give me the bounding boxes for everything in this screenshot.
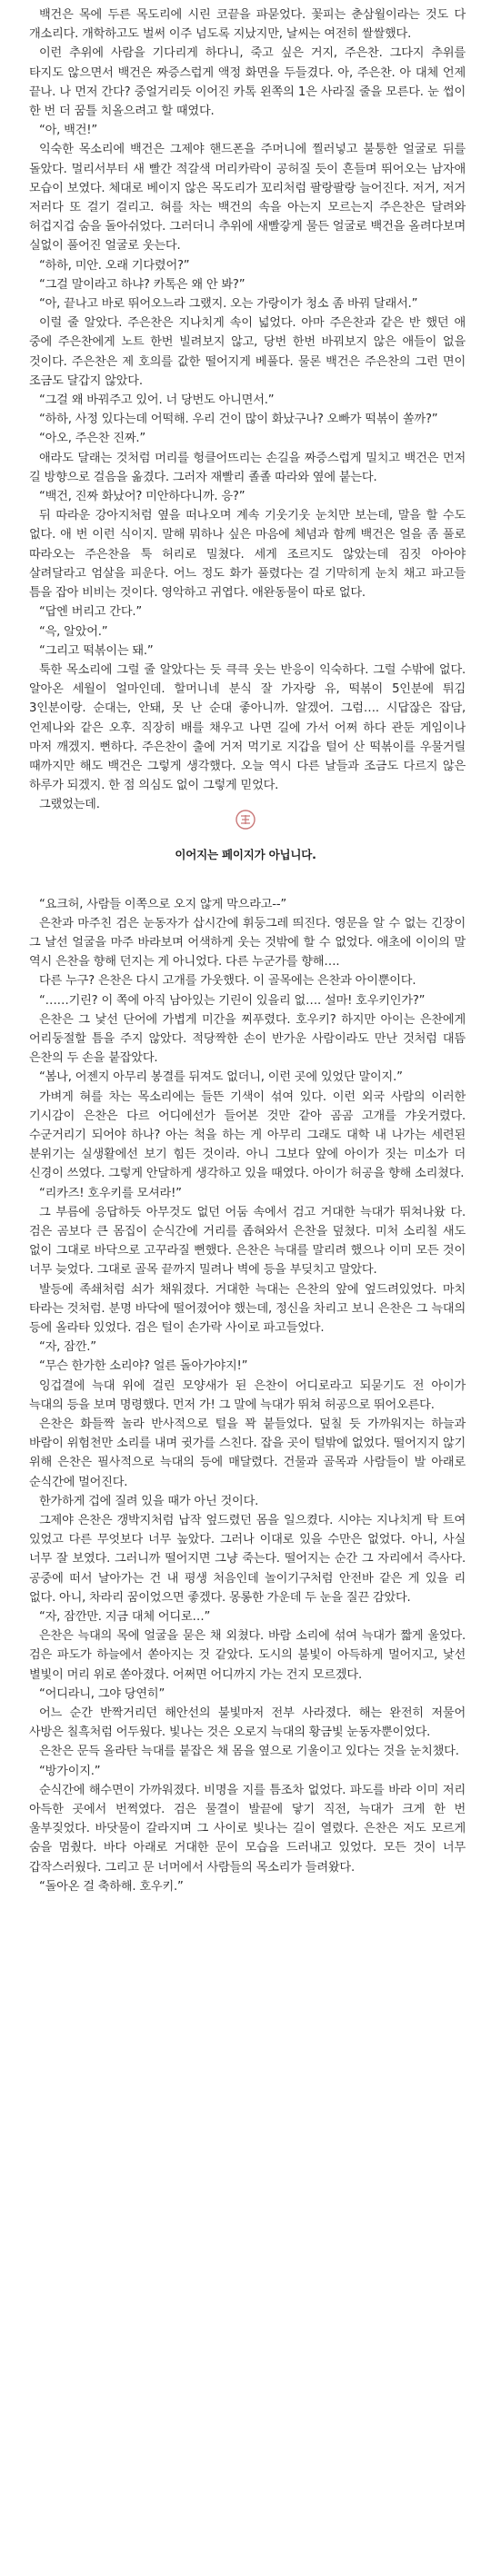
narration-paragraph: 어느 순간 반짝거리던 해안선의 불빛마저 전부 사라졌다. 해는 완전히 저물어 사방은 칠흑처럼 어두웠다. 빛나는 것은 오로지 늑대의 황금빛 눈동자뿐이었다. — [29, 1706, 466, 1740]
narration-paragraph: 한가하게 겁에 질려 있을 때가 아닌 것이다. — [39, 1494, 259, 1508]
dialogue-paragraph: “어디라니, 그야 당연히” — [39, 1686, 165, 1701]
dialogue-paragraph: “무슨 한가한 소리야? 얼른 돌아가야지!” — [39, 1359, 248, 1374]
narration-paragraph: 익숙한 목소리에 백건은 그제야 핸드폰을 주머니에 찔러넣고 불퉁한 얼굴로 뒤를 돌았다. 멀리서부터 새 빨간 적갈색 머리카락이 공허질 듯이 흔들며 뛰어오는 남자애 모습이 보였다. 체대로 베이지 않은 목도리가 꼬리처럼 팔랑팔랑 늘어진다. 저거, 저거 저러다 또 걸기 걸리고. 혀를 차는 백건의 속을 아는지 모르는지 주은찬은 달려와 허겁지겁 숨을 돌아쉬었다. 그러더니 추위에 새빨갛게 물든 얼굴로 백건을 올려다보며 실없이 풀어진 얼굴로 웃는다. — [29, 143, 466, 254]
dialogue-paragraph: “윽, 알았어.” — [39, 624, 108, 639]
red-seal-stamp-icon — [234, 808, 257, 831]
narration-paragraph: 은찬은 그 낯선 단어에 가볍게 미간을 찌푸렸다. 호우키? 하지만 아이는 은찬에게 어리둥절할 틈을 주지 않았다. 적당짝한 손이 반가운 사람이라도 만난 것처럼 대뜸 은찬의 두 손을 붙잡았다. — [29, 1012, 466, 1066]
story-part-two — [0, 895, 491, 1897]
dialogue-paragraph: “아, 백건!” — [39, 124, 97, 138]
page-break-notice: 이어지는 페이지가 아닙니다. — [175, 847, 316, 861]
narration-paragraph: 은찬과 마주친 검은 눈동자가 삽시간에 휘둥그레 띄진다. 영문을 알 수 없는 긴장이 그 날선 얼굴을 마주 바라보며 어색하게 웃는 것밖에 할 수 없었다. 애초에 이이의 말 역시 은찬을 향해 던지는 게 아니었다. 다른 누군가를 향해…. — [29, 916, 466, 970]
narration-paragraph: 은찬은 문득 올라탄 늑대를 붙잡은 채 몸을 옆으로 기울이고 있다는 것을 눈치챘다. — [39, 1745, 459, 1759]
dialogue-paragraph: “하하, 미안. 오래 기다렸어?” — [39, 258, 190, 273]
narration-paragraph: 그제야 은찬은 갱박지처럼 납작 엎드렸던 몸을 일으켰다. 시야는 지나치게 탁 트여 있었고 다른 무엇보다 너무 높았다. 그러나 이대로 있을 수만은 없었다. 아니, 사실 너무 잘 보였다. 그러니까 떨어지면 그냥 죽는다. 떨어지는 순간 그 자리에서 즉사다. 공중에 떠서 날아가는 건 내 평생 처음인데 놀이기구처럼 안전바 같은 게 있을 리 없다. 아니, 차라리 꿈이었으면 좋겠다. 몽롱한 가운데 두 눈을 질끈 감았다. — [29, 1514, 466, 1605]
story-part-one — [0, 0, 491, 815]
dialogue-paragraph: “아, 끝나고 바로 뛰어오느라 그랬지. 오는 가랑이가 청소 좀 바꿔 달래서.” — [39, 297, 418, 312]
dialogue-paragraph: “자, 잠깐만. 지금 대체 어디로…” — [39, 1610, 211, 1625]
dialogue-paragraph: “자, 잠깐.” — [39, 1340, 96, 1355]
narration-paragraph: 잉겁결에 늑대 위에 걸린 모양새가 된 은찬이 어디로라고 되묻기도 전 아이가 늑대의 등을 보며 명령했다. 먼저 가! 그 말에 늑대가 뛰쳐 허공으로 뛰어오른다. — [29, 1378, 466, 1412]
narration-paragraph: 그 부름에 응답하듯 아무것도 없던 어둠 속에서 검고 거대한 늑대가 뛰쳐나왔 다. 검은 곰보다 큰 몸집이 순식간에 거리를 좁혀와서 은찬을 덮쳤다. 미처 소리칠 새도 없이 그대로 바닥으로 고꾸라질 뻔했다. 은찬은 늑대를 말리려 했으나 이미 모든 것이 너무 늦었다. 그대로 골목 끝까지 밀려나 벽에 등을 부딪치고 말았다. — [29, 1205, 466, 1278]
narration-paragraph: 은찬은 늑대의 목에 얼굴을 묻은 채 외쳤다. 바람 소리에 섞여 늑대가 짧게 울었다. 검은 파도가 하늘에서 쏟아지는 것 같았다. 도시의 불빛이 아득하게 멀어지고, 낯선 별빛이 머리 위로 쏟아졌다. 어쩌면 어디까지 가는 건지 모르겠다. — [29, 1629, 466, 1682]
dialogue-paragraph: “그리고 떡볶이는 돼.” — [39, 643, 154, 658]
dialogue-paragraph: “돌아온 걸 축하해. 호우키.” — [39, 1879, 184, 1894]
dialogue-paragraph: “아오, 주은찬 진짜.” — [39, 432, 146, 446]
narration-paragraph: 가벼게 혀를 차는 목소리에는 들뜬 기색이 섞여 있다. 이런 외국 사람의 이러한 기시감이 은찬은 다르 어디에선가 들어본 것만 같아 곰곰 고개를 갸웃거렸다. 수군거리기 되어야 하나? 아는 척을 하는 게 아무리 그래도 대학 내 나가는 세련된 분위기는 실생활에선 보기 힘든 것이라. 아니 그보다 앞에 아이가 짓는 미소가 더 신경이 쓰였다. 그렇게 안달하게 생각하고 있을 때였다. 아이가 허공을 향해 소리쳤다. — [29, 1089, 466, 1181]
narration-paragraph: 순식간에 해수면이 가까워졌다. 비명을 지를 틈조차 없었다. 파도를 바라 이미 저리 아득한 곳에서 번쩍였다. 검은 물결이 발끝에 닿기 직전, 늑대가 크게 한 번 울부짖었다. 바닷물이 갈라지며 그 사이로 빛나는 길이 열렸다. 은찬은 저도 모르게 숨을 멈췄다. 바다 아래로 거대한 문이 모습을 드러내고 있었다. 모든 것이 너무 갑작스러웠다. 그리고 문 너머에서 사람들의 목소리가 들려왔다. — [29, 1783, 466, 1875]
dialogue-paragraph: “하하, 사정 있다는데 어떡해. 우리 건이 많이 화났구나? 오빠가 떡볶이 쏠까?” — [39, 413, 438, 427]
narration-paragraph: 툭한 목소리에 그럴 줄 알았다는 듯 큭큭 웃는 반응이 익숙하다. 그럴 수밖에 없다. 알아온 세월이 얼마인데. 할머니네 분식 잘 가자랑 유, 떡볶이 5인분에 튀김 3인분이랑. 순대는, 안돼, 못 난 순대 좋아니까. 알겠어. 그럼…. 시답잖은 잡담, 언제나와 같은 오후. 직장히 배를 채우고 나면 길에 가서 어쩌 하다 관둔 게임이나 마저 깨겠지. 뻔하다. 주은찬이 출에 거저 먹기로 지갑을 털어 산 떡볶이를 우물거릴 때까지만 해도 백건은 그렇게 생각했다. 오늘 역시 다른 날들과 조금도 다르지 않은 하루가 되겠지. 한 점 의심도 없이 그렇게 믿었다. — [29, 662, 466, 793]
narration-paragraph: 이런 추위에 사람을 기다리게 하다니, 죽고 싶은 거지, 주은찬. 그다지 추위를 타지도 않으면서 백건은 짜증스럽게 액정 화면을 두들겼다. 아, 주은찬. 아 대체 언제 끝나. 나 먼저 간다? 중얼거리듯 이어진 카톡 왼쪽의 1은 사라질 줄을 모른다. 눈 썹이 한 번 더 꿈틀 치올으려고 할 때였다. — [29, 46, 466, 119]
dialogue-paragraph: “봄나, 어젠지 아무리 봉결를 뒤져도 없더니, 이런 곳에 있었단 말이지.” — [39, 1070, 403, 1085]
dialogue-paragraph: “방가이지.” — [39, 1764, 101, 1778]
page-break-banner — [0, 819, 491, 890]
dialogue-paragraph: “리카즈! 호우키를 모셔라!” — [39, 1186, 182, 1200]
narration-paragraph: 다른 누구? 은찬은 다시 고개를 가웃했다. 이 골목에는 은찬과 아이뿐이다. — [39, 974, 416, 989]
dialogue-paragraph: “그걸 말이라고 하냐? 카톡은 왜 안 봐?” — [39, 277, 246, 292]
dialogue-paragraph: “그걸 왜 바꿔주고 있어. 너 당번도 아니면서.” — [39, 393, 275, 408]
narration-paragraph: 애라도 달래는 것처럼 머리를 헝클어뜨리는 손길을 짜증스럽게 밀치고 백건은 먼저 길 방향으로 걸음을 옮겼다. 그러자 재빨리 졸졸 따라와 옆에 붙는다. — [29, 451, 466, 484]
narration-paragraph: 발등에 족쇄처럼 쇠가 채워졌다. 거대한 늑대는 은찬의 앞에 엎드려있었다. 마치 타라는 것처럼. 분명 바닥에 떨어졌어야 했는데, 정신을 차리고 보니 은찬은 그 늑대의 등에 올라타 있었다. 검은 털이 손가락 사이로 파고들었다. — [29, 1282, 466, 1335]
narration-paragraph: 뒤 따라운 강아지처럼 옆을 떠나오며 계속 기웃기웃 눈치만 보는데, 말을 할 수도 없다. 애 번 이런 식이지. 말해 뭐하나 싶은 마음에 체념과 함께 백건은 얼을 좀 풀로 따라오는 주은찬을 툭 허리로 밀쳤다. 세게 조르지도 않았는데 짐짓 아아야 살려달라고 엄살을 피운다. 어느 정도 화가 풀렸다는 걸 기막히게 눈치 채고 파고들 틈을 잡아 비비는 것이다. 영악하고 귀엽다. 애완동물이 따로 없다. — [29, 509, 466, 601]
narration-paragraph: 백건은 목에 두른 목도리에 시린 코끝을 파묻었다. 꽃피는 춘삼월이라는 것도 다 개소리다. 개학하고도 벌써 이주 넘도록 지났지만, 날씨는 여전히 쌀쌀했다. — [29, 8, 466, 42]
dialogue-paragraph: “백건, 진짜 화났어? 미안하다니까. 응?” — [39, 490, 246, 504]
narration-paragraph: 은찬은 화들짝 놀라 반사적으로 털을 꽉 붙들었다. 덮칠 듯 가까워지는 하늘과 바람이 위험천만 소리를 내며 귓가를 스친다. 잡을 곳이 털밖에 없었다. 떨어지지 않기 위해 은찬은 필사적으로 늑대의 등에 매달렸다. 건물과 골목과 사람들이 발 아래로 순식간에 멀어진다. — [29, 1417, 466, 1489]
dialogue-paragraph: “요크허, 사람들 이쪽으로 오지 않게 막으라고--” — [39, 897, 287, 911]
narration-paragraph: 이럴 줄 알았다. 주은찬은 지나치게 속이 넓었다. 아마 주은찬과 같은 반 했던 애 중에 주은찬에게 노트 한번 빌려보지 않고, 당번 한번 바꿔보지 않은 애들이 없을 것이다. 주은찬은 제 호의를 값한 떨어지게 베풀다. 물론 백건은 주은찬의 그런 면이 조금도 달갑지 않았다. — [29, 316, 466, 388]
dialogue-paragraph: “답엔 버리고 간다.” — [39, 605, 143, 620]
dialogue-paragraph: “……기린? 이 쪽에 아직 남아있는 기린이 있을리 없…. 설마! 호우키인가?” — [39, 993, 426, 1008]
narration-paragraph: 그랬었는데. — [39, 798, 100, 812]
